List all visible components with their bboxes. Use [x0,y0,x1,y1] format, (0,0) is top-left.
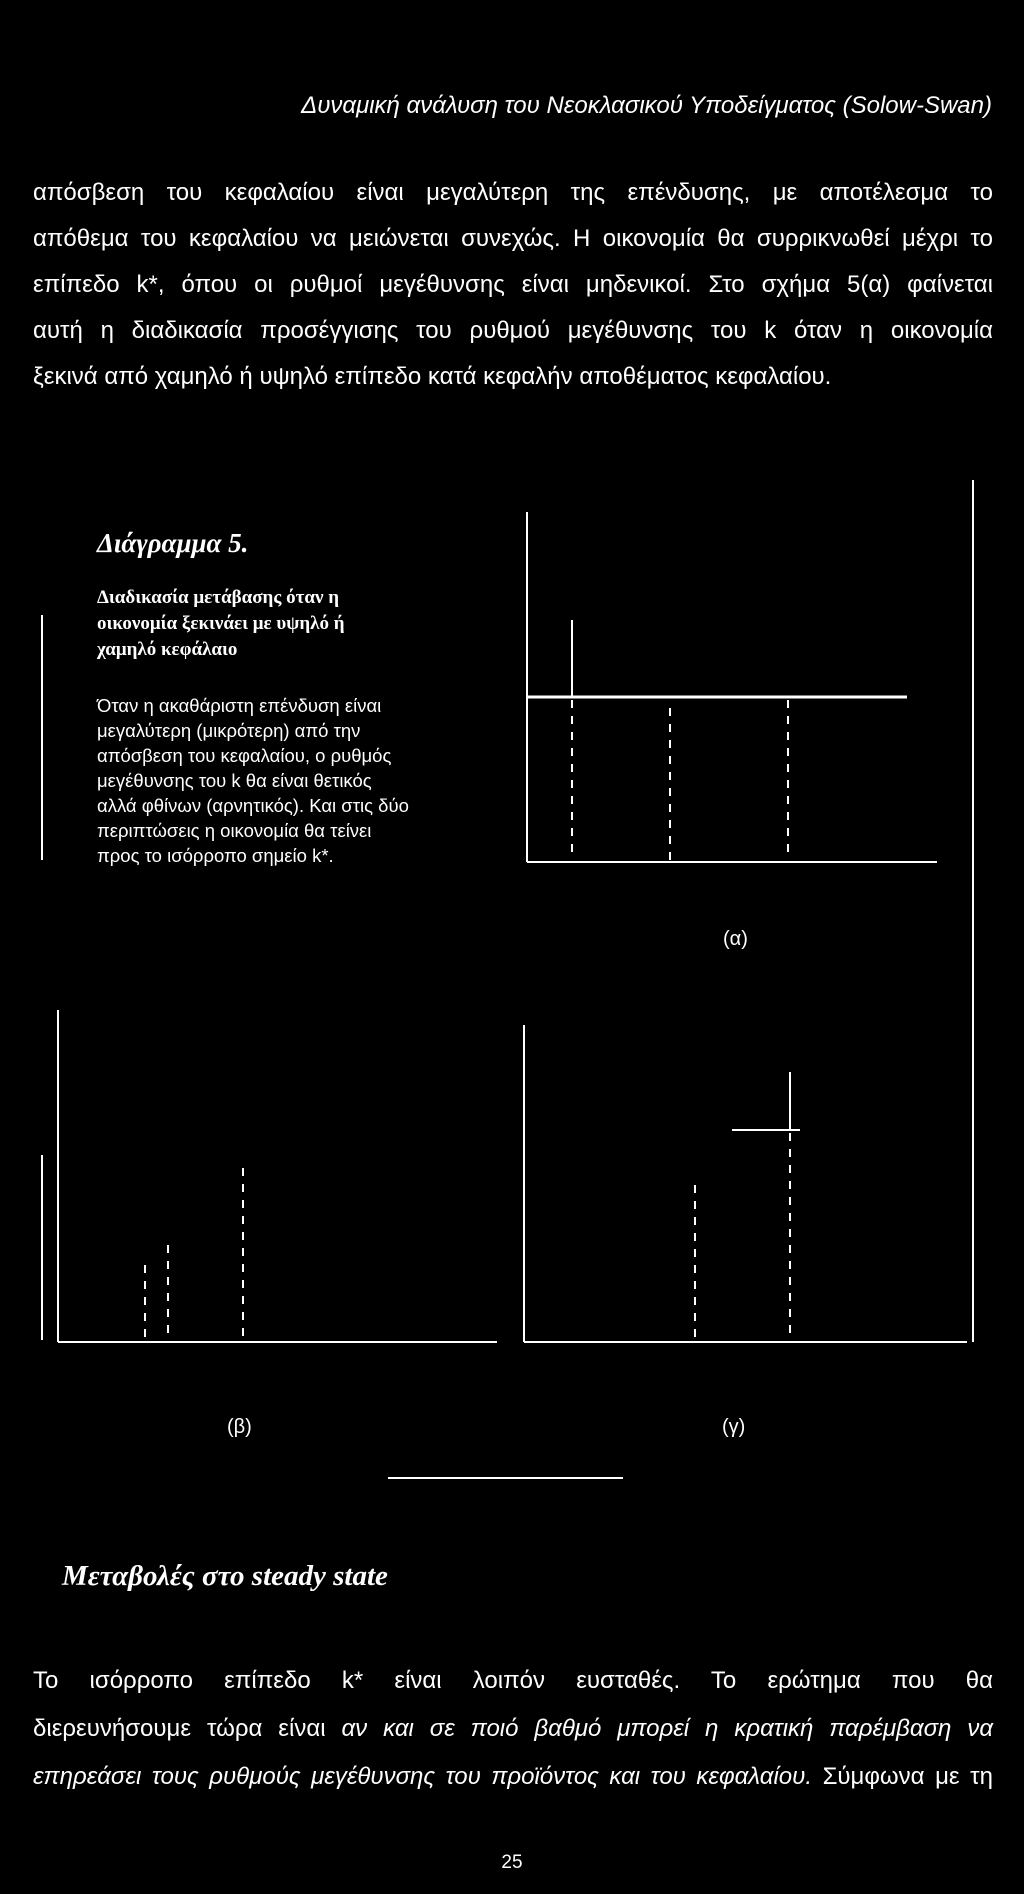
text-regular: διερευνήσουμε τώρα είναι [33,1715,342,1742]
panel-b-label: (β) [227,1416,252,1438]
paragraph-line: απόθεμα του κεφαλαίου να μειώνεται συνεχώς. Η οικονομία θα συρρικνωθεί μέχρι το [33,225,993,252]
section-heading: Μεταβολές στο steady state [62,1560,388,1592]
box-text-line: προς το ισόρροπο σημείο k*. [97,845,334,866]
box-text-line: αλλά φθίνων (αρνητικός). Και στις δύο [97,795,409,816]
box-title-line: χαμηλό κεφάλαιο [97,639,238,660]
closing-paragraph [33,1657,993,1801]
paragraph-line: αυτή η διαδικασία προσέγγισης του ρυθμού μεγέθυνσης του k όταν η οικονομία [33,317,993,344]
text-regular: Σύμφωνα με τη [812,1763,993,1790]
paragraph-line: απόσβεση του κεφαλαίου είναι μεγαλύτερη της επένδυσης, με αποτέλεσμα το [33,179,993,206]
diagram-title: Διάγραμμα 5. [97,528,249,558]
text-italic: επηρεάσει τους ρυθμούς μεγέθυνσης του προϊόντος και του κεφαλαίου. [33,1763,813,1790]
panel-a-label: (α) [723,928,748,950]
box-title [97,585,457,663]
paragraph-line: επίπεδο k*, όπου οι ρυθμοί μεγέθυνσης είναι μηδενικοί. Στο σχήμα 5(α) φαίνεται [33,271,993,298]
box-text-line: απόσβεση του κεφαλαίου, ο ρυθμός [97,745,392,766]
page-number: 25 [501,1852,523,1873]
box-text-line: Όταν η ακαθάριστη επένδυση είναι [97,695,382,716]
panel-c-label: (γ) [722,1416,746,1438]
paragraph-line: Το ισόρροπο επίπεδο k* είναι λοιπόν ευσταθές. Το ερώτημα που θα [33,1667,993,1694]
box-title-line: οικονομία ξεκινάει με υψηλό ή [97,613,345,634]
box-title-line: Διαδικασία μετάβασης όταν η [97,587,339,608]
running-header: Δυναμική ανάλυση του Νεοκλασικού Υποδείγματος (Solow-Swan) [301,92,992,119]
box-text-line: μεγέθυνσης του k θα είναι θετικός [97,770,372,791]
box-text-line: μεγαλύτερη (μικρότερη) από την [97,720,361,741]
paragraph-line [33,1753,993,1801]
box-text-line: περιπτώσεις η οικονομία θα τείνει [97,820,372,841]
text-italic: αν και σε ποιό βαθμό μπορεί η κρατική παρέμβαση να [341,1715,993,1742]
box-text [97,693,477,868]
paragraph-line: ξεκινά από χαμηλό ή υψηλό επίπεδο κατά κεφαλήν αποθέματος κεφαλαίου. [33,363,832,390]
paragraph-line [33,1705,993,1753]
